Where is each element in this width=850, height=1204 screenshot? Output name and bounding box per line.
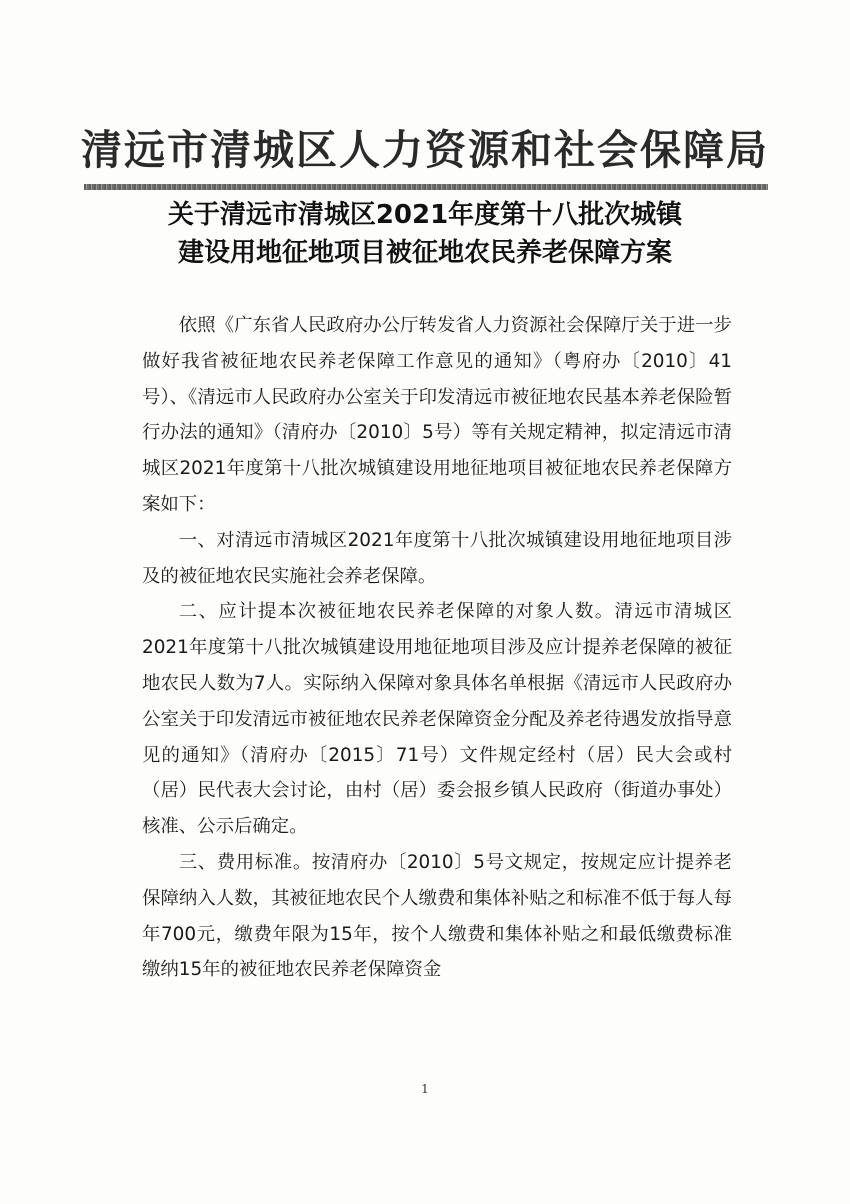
document-title — [70, 196, 780, 272]
document-title-line-2: 建设用地征地项目被征地农民养老保障方案 — [177, 238, 672, 268]
body-paragraph-preamble: 依照《广东省人民政府办公厅转发省人力资源社会保障厅关于进一步做好我省被征地农民养老保障工作意见的通知》（粤府办〔2010〕41号）、《清远市人民政府办公室关于印发清远市被征地农民基本养老保险暂行办法的通知》（清府办〔2010〕5号）等有关规定精神，拟定清远市清城区2021年度第十八批次城镇建设用地征地项目被征地农民养老保障方案如下： — [142, 315, 732, 515]
body-paragraph-item-2: 二、应计提本次被征地农民养老保障的对象人数。清远市清城区2021年度第十八批次城镇建设用地征地项目涉及应计提养老保障的被征地农民人数为7人。实际纳入保障对象具体名单根据《清远市人民政府办公室关于印发清远市被征地农民养老保障资金分配及养老待遇发放指导意见的通知》（清府办〔2015〕71号）文件规定经村（居）民大会或村（居）民代表大会讨论，由村（居）委会报乡镇人民政府（街道办事处）核准、公示后确定。 — [142, 601, 732, 838]
page-number: 1 — [421, 1082, 429, 1096]
letterhead-divider — [84, 184, 768, 190]
letterhead-agency-name: 清远市清城区人力资源和社会保障局 — [81, 126, 769, 174]
document-title-line-1: 关于清远市清城区2021年度第十八批次城镇 — [167, 200, 683, 230]
document-body — [142, 308, 732, 988]
body-paragraph-item-1: 一、对清远市清城区2021年度第十八批次城镇建设用地征地项目涉及的被征地农民实施社会养老保障。 — [142, 529, 732, 587]
body-paragraph-item-3: 三、费用标准。按清府办〔2010〕5号文规定，按规定应计提养老保障纳入人数，其被征地农民个人缴费和集体补贴之和标准不低于每人每年700元，缴费年限为15年，按个人缴费和集体补贴之和最低缴费标准缴纳15年的被征地农民养老保障资金 — [142, 851, 732, 981]
